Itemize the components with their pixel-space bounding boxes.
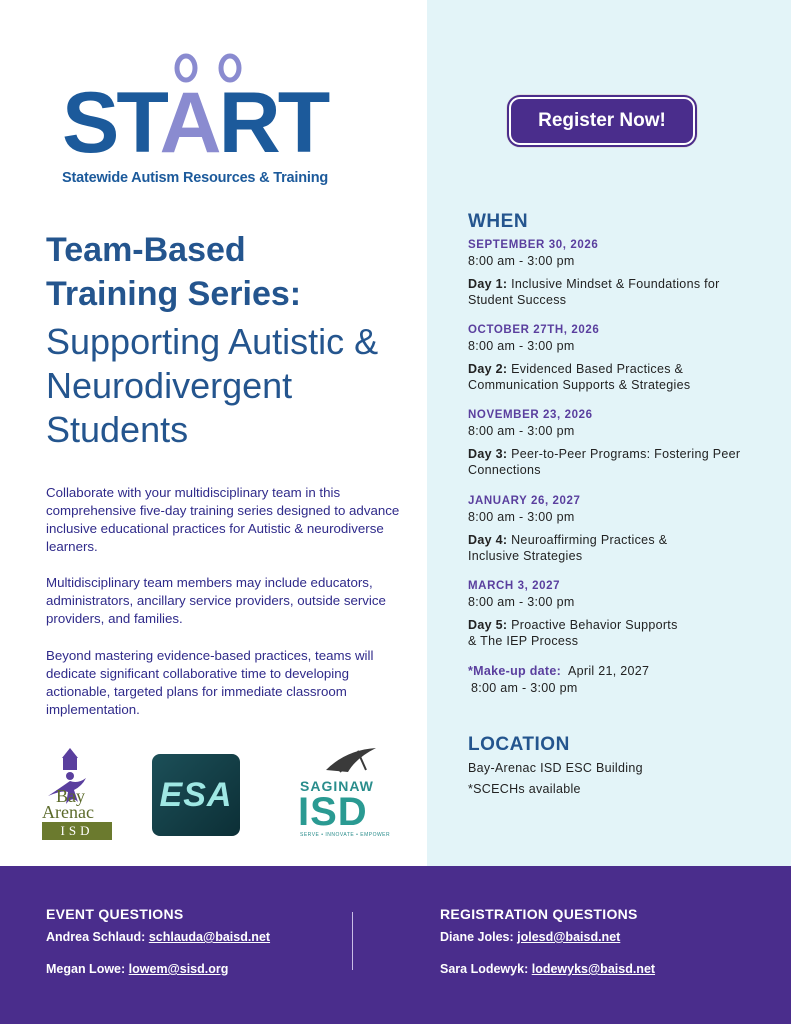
logo-tagline: Statewide Autism Resources & Training <box>62 170 329 186</box>
practices-paragraph: Beyond mastering evidence-based practices, teams will dedicate significant collaborative time to developing actionable, targeted plans for immediate classroom implementation. <box>46 648 374 717</box>
contact-row <box>440 962 655 976</box>
session-time: 8:00 am - 3:00 pm <box>468 510 575 524</box>
saginaw-isd-logo <box>296 746 391 838</box>
headline-subtitle: Supporting Autistic & Neurodivergent Students <box>46 321 379 450</box>
session-day-label: Day 2: <box>468 362 508 376</box>
makeup-date-value: April 21, 2027 <box>567 664 650 678</box>
makeup-date <box>468 664 649 695</box>
contact-name: Andrea Schlaud: <box>46 930 146 944</box>
location-venue: Bay-Arenac ISD ESC Building <box>468 761 643 775</box>
session-time: 8:00 am - 3:00 pm <box>468 424 575 438</box>
session-day-3 <box>468 409 768 478</box>
contact-email-link[interactable]: jolesd@baisd.net <box>517 930 621 944</box>
location-note: *SCECHs available <box>468 782 581 796</box>
start-logo <box>60 48 330 198</box>
session-topic: Proactive Behavior Supports & The IEP Process <box>468 618 678 648</box>
event-questions <box>46 906 270 976</box>
session-time: 8:00 am - 3:00 pm <box>468 254 575 268</box>
bay-text: Bay <box>56 786 85 806</box>
session-topic-row <box>468 617 688 649</box>
contact-name: Sara Lodewyk: <box>440 962 529 976</box>
esa-text: ESA <box>159 775 233 814</box>
headline-line1: Team-Based <box>46 231 246 269</box>
session-day-label: Day 4: <box>468 533 508 547</box>
event-questions-title: EVENT QUESTIONS <box>46 906 184 922</box>
session-day-1 <box>468 239 768 308</box>
session-day-label: Day 5: <box>468 618 508 632</box>
makeup-time: 8:00 am - 3:00 pm <box>471 681 578 695</box>
session-day-5 <box>468 580 768 649</box>
logo-word <box>62 75 328 171</box>
contact-row <box>440 930 655 944</box>
session-day-4 <box>468 495 768 564</box>
bay-arenac-isd-logo <box>42 744 114 844</box>
isd-text: ISD <box>42 822 112 840</box>
logo-word-text: START <box>62 75 328 171</box>
session-topic-row <box>468 276 768 308</box>
contact-email-link[interactable]: lowem@sisd.org <box>128 962 229 976</box>
intro-paragraph: Collaborate with your multidisciplinary team in this comprehensive five-day training series designed to advance inclusive educational practices for Autistic & neurodiverse learners. <box>46 485 400 554</box>
arenac-text: Arenac <box>42 802 94 822</box>
session-date: NOVEMBER 23, 2026 <box>468 409 593 421</box>
session-topic-row <box>468 446 768 478</box>
saginaw-word: SAGINAW <box>300 778 374 794</box>
session-topic-row <box>468 532 668 564</box>
contact-email-link[interactable]: lodewyks@baisd.net <box>531 962 656 976</box>
session-day-2 <box>468 324 768 393</box>
team-paragraph: Multidisciplinary team members may include educators, administrators, ancillary service providers, outside service providers, and families. <box>46 575 386 626</box>
session-date: MARCH 3, 2027 <box>468 580 561 592</box>
location-heading: LOCATION <box>468 734 570 755</box>
session-topic: Inclusive Mindset & Foundations for Student Success <box>468 277 720 307</box>
saginaw-bird-icon <box>296 746 388 778</box>
session-topic-row <box>468 361 768 393</box>
register-now-button[interactable] <box>507 95 697 147</box>
contact-row <box>46 962 270 976</box>
session-date: JANUARY 26, 2027 <box>468 495 581 507</box>
headline-title <box>46 228 406 316</box>
session-topic: Neuroaffirming Practices & Inclusive Strategies <box>468 533 668 563</box>
session-time: 8:00 am - 3:00 pm <box>468 595 575 609</box>
contact-email-link[interactable]: schlauda@baisd.net <box>148 930 271 944</box>
session-topic: Peer-to-Peer Programs: Fostering Peer Connections <box>468 447 741 477</box>
esa-logo <box>152 754 240 836</box>
contact-name: Megan Lowe: <box>46 962 126 976</box>
session-topic: Evidenced Based Practices & Communication Supports & Strategies <box>468 362 691 392</box>
registration-questions <box>440 906 655 976</box>
when-heading: WHEN <box>468 211 529 232</box>
session-day-label: Day 3: <box>468 447 508 461</box>
registration-questions-title: REGISTRATION QUESTIONS <box>440 906 638 922</box>
saginaw-isd-text: ISD <box>298 790 368 834</box>
headline-line2: Training Series: <box>46 275 302 313</box>
contact-name: Diane Joles: <box>440 930 514 944</box>
footer-divider <box>352 912 353 970</box>
contact-row <box>46 930 270 944</box>
session-day-label: Day 1: <box>468 277 508 291</box>
session-date: SEPTEMBER 30, 2026 <box>468 239 599 251</box>
makeup-label: *Make-up date: <box>468 664 562 678</box>
saginaw-tagline: SERVE • INNOVATE • EMPOWER <box>300 832 391 838</box>
session-time: 8:00 am - 3:00 pm <box>468 339 575 353</box>
session-date: OCTOBER 27TH, 2026 <box>468 324 600 336</box>
footer <box>0 866 791 1024</box>
register-now-label[interactable]: Register Now! <box>509 97 695 145</box>
